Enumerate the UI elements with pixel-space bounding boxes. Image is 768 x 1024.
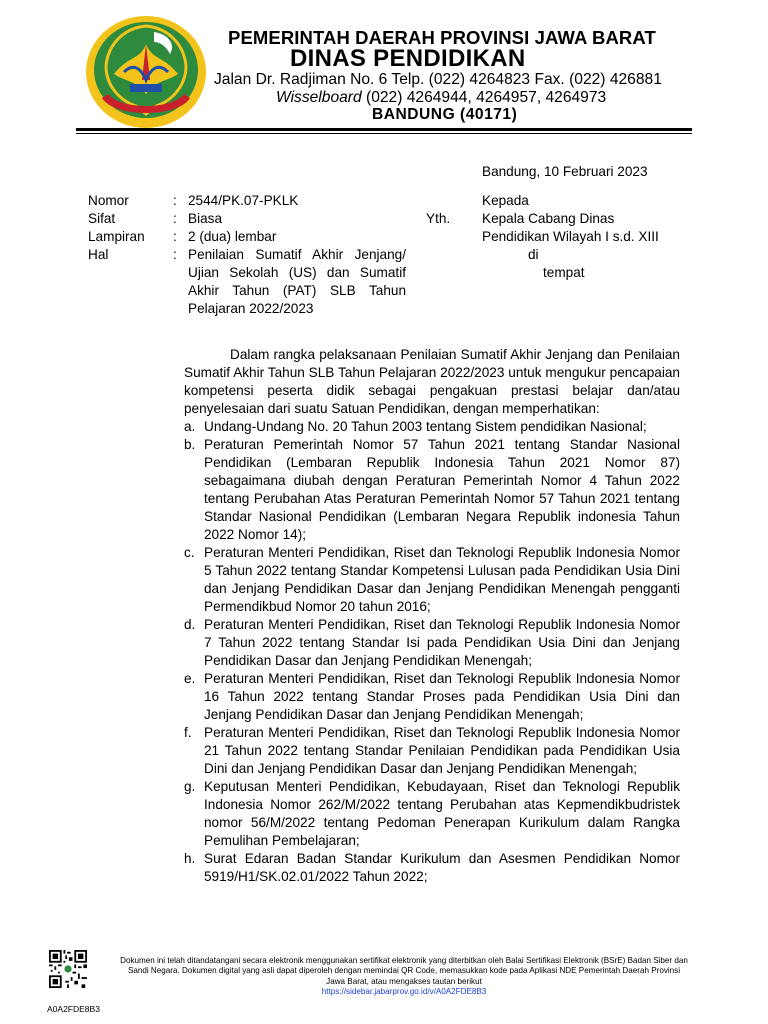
- recipient-yth: Yth.: [426, 211, 451, 226]
- meta-row-lampiran: [88, 228, 418, 246]
- qr-code-label: A0A2FDE8B3: [47, 1004, 100, 1014]
- meta-value: 2544/PK.07-PKLK: [188, 193, 299, 208]
- city-postcode: BANDUNG (40171): [372, 106, 518, 123]
- list-item: [184, 778, 680, 850]
- recipient-kepada: Kepada: [482, 193, 529, 208]
- meta-colon: :: [173, 211, 177, 226]
- meta-value: 2 (dua) lembar: [188, 229, 277, 244]
- meta-colon: :: [173, 247, 177, 262]
- footer-text: Dokumen ini telah ditandatangani secara elektronik menggunakan sertifikat elektronik yang diterbitkan oleh Balai Sertifikasi Elektronik (BSrE) Badan Siber dan Sandi Negara. Dokumen digital yang asli dapat diperoleh dengan memindai QR Code, memasukkan kode pada Aplikasi NDE Pemerintah Daerah Provinsi Jawa Barat, atau mengakses tautan berikut: [120, 956, 688, 986]
- letterhead-divider-thick: [76, 128, 692, 131]
- phone-line: [276, 89, 606, 107]
- list-letter: f.: [184, 725, 192, 740]
- recipient-line1: Kepala Cabang Dinas: [482, 211, 615, 226]
- qr-code-icon[interactable]: [49, 950, 87, 988]
- list-text: Undang-Undang No. 20 Tahun 2003 tentang Sistem pendidikan Nasional;: [204, 419, 647, 434]
- list-text: Peraturan Menteri Pendidikan, Riset dan Teknologi Republik Indonesia Nomor 21 Tahun 2022 tentang Standar Penilaian Pendidikan pada Pendidikan Usia Dini dan Jenjang Pendidikan Dasar dan Jenjang Pendidikan Menengah;: [204, 725, 680, 776]
- meta-label: Nomor: [88, 193, 129, 208]
- jawa-barat-emblem-logo: [84, 14, 208, 132]
- recipient-line4: tempat: [543, 265, 585, 280]
- meta-label: Lampiran: [88, 229, 145, 244]
- letter-meta: [88, 192, 418, 316]
- list-letter: g.: [184, 779, 196, 794]
- list-text: Peraturan Menteri Pendidikan, Riset dan Teknologi Republik Indonesia Nomor 7 Tahun 2022 tentang Standar Isi pada Pendidikan Usia Dini dan Jenjang Pendidikan Dasar dan Jenjang Pendidikan Menengah;: [204, 617, 680, 668]
- recipient-line2: Pendidikan Wilayah I s.d. XIII: [482, 229, 659, 244]
- meta-label: Hal: [88, 247, 109, 262]
- wisselboard-numbers: (022) 4264944, 4264957, 4264973: [361, 89, 607, 106]
- verification-link[interactable]: https://sidebar.jabarprov.go.id/v/A0A2FDE8B3: [321, 986, 487, 996]
- department-name: DINAS PENDIDIKAN: [290, 45, 526, 72]
- list-item: [184, 418, 680, 436]
- list-letter: h.: [184, 851, 196, 866]
- list-letter: e.: [184, 671, 196, 686]
- address-line: Jalan Dr. Radjiman No. 6 Telp. (022) 4264823 Fax. (022) 426881: [214, 71, 662, 88]
- intro-paragraph: Dalam rangka pelaksanaan Penilaian Sumatif Akhir Jenjang dan Penilaian Sumatif Akhir Tahun SLB Tahun Pelajaran 2022/2023 untuk mengukur pencapaian kompetensi peserta didik sebagai pengakuan prestasi belajar dan/atau penyelesaian dari suatu Satuan Pendidikan, dengan memperhatikan:: [184, 347, 680, 416]
- list-item: [184, 616, 680, 670]
- meta-row-nomor: [88, 192, 418, 210]
- list-item: [184, 544, 680, 616]
- meta-value: Penilaian Sumatif Akhir Jenjang/ Ujian Sekolah (US) dan Sumatif Akhir Tahun (PAT) SLB Tahun Pelajaran 2022/2023: [188, 247, 406, 316]
- meta-row-hal: [88, 246, 418, 316]
- letterhead-divider-thin: [76, 133, 692, 134]
- meta-value: Biasa: [188, 211, 223, 226]
- list-text: Peraturan Menteri Pendidikan, Riset dan Teknologi Republik Indonesia Nomor 5 Tahun 2022 tentang Standar Kompetensi Lulusan pada Pendidikan Usia Dini dan Jenjang Pendidikan Dasar dan Jenjang Pendidikan Menengah pengganti Permendikbud Nomor 20 tahun 2016;: [204, 545, 680, 614]
- recipient-line3: di: [528, 247, 539, 262]
- meta-row-sifat: [88, 210, 418, 228]
- meta-colon: :: [173, 193, 177, 208]
- list-letter: d.: [184, 617, 196, 632]
- list-item: [184, 670, 680, 724]
- list-item: [184, 436, 680, 544]
- letter-date: Bandung, 10 Februari 2023: [482, 164, 648, 179]
- list-text: Surat Edaran Badan Standar Kurikulum dan Asesmen Pendidikan Nomor 5919/H1/SK.02.01/2022 Tahun 2022;: [204, 851, 680, 884]
- list-letter: c.: [184, 545, 195, 560]
- meta-colon: :: [173, 229, 177, 244]
- letter-body: [184, 346, 680, 886]
- wisselboard-label: Wisselboard: [276, 89, 362, 106]
- meta-label: Sifat: [88, 211, 116, 226]
- list-text: Keputusan Menteri Pendidikan, Kebudayaan, Riset dan Teknologi Republik Indonesia Nomor 262/M/2022 tentang Perubahan atas Kepmendikbudristek nomor 56/M/2022 tentang Pedoman Penerapan Kurikulum dalam Rangka Pemulihan Pembelajaran;: [204, 779, 680, 848]
- list-letter: b.: [184, 437, 196, 452]
- reference-list: [184, 418, 680, 886]
- e-signature-notice: [118, 956, 690, 997]
- agency-name: PEMERINTAH DAERAH PROVINSI JAWA BARAT: [228, 27, 656, 48]
- list-item: [184, 850, 680, 886]
- list-item: [184, 724, 680, 778]
- list-text: Peraturan Menteri Pendidikan, Riset dan Teknologi Republik Indonesia Nomor 16 Tahun 2022 tentang Standar Proses pada Pendidikan Usia Dini dan Jenjang Pendidikan Dasar dan Jenjang Pendidikan Menengah;: [204, 671, 680, 722]
- list-text: Peraturan Pemerintah Nomor 57 Tahun 2021 tentang Standar Nasional Pendidikan (Lembaran Republik Indonesia Tahun 2021 Nomor 87) sebagaimana diubah dengan Peraturan Pemerintah Nomor 4 Tahun 2022 tentang Perubahan Atas Peraturan Pemerintah Nomor 57 Tahun 2021 tentang Standar Nasional Pendidikan (Lembaran Negara Republik indonesia Tahun 2022 Nomor 14);: [204, 437, 680, 542]
- list-letter: a.: [184, 419, 196, 434]
